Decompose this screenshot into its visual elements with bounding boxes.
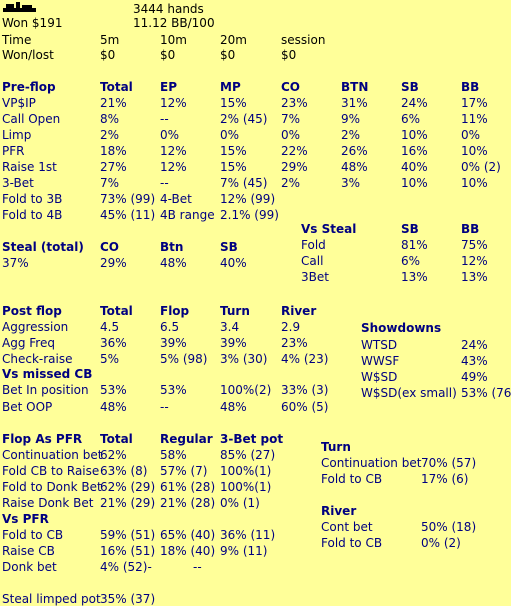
ship-logo-icon [3,2,36,12]
preflop-cell: -- [160,112,169,126]
won-amount: Won $191 [2,16,63,30]
postflop-cell: 39% [220,336,247,350]
preflop-cell: 0% [461,128,481,142]
four-bet-range-label: 4B range [160,208,215,222]
vs-steal-col-sb: SB [401,222,419,236]
postflop-cell: 5% (98) [160,352,208,366]
preflop-cell: 9% [341,112,361,126]
time-5m: 5m [100,33,120,47]
flop-pfr-cell: 62% (29) [100,480,156,494]
flop-pfr-row-label: Fold to Donk Bet [2,480,102,494]
turn-row-label: Fold to CB [321,472,383,486]
turn-value: 70% (57) [421,456,477,470]
vs-pfr-cell: 18% (40) [160,544,216,558]
preflop-cell: 12% [160,144,187,158]
four-bet-value: 12% (99) [220,192,276,206]
preflop-cell: 7% [100,176,120,190]
preflop-row-label: VP$IP [2,96,36,110]
postflop-col-flop: Flop [160,304,190,318]
preflop-cell: 15% [220,160,247,174]
showdown-row-label: WWSF [361,354,400,368]
preflop-cell: 12% [160,160,187,174]
preflop-cell: -- [160,176,169,190]
postflop-cell: 4.5 [100,320,120,334]
preflop-row-label: Raise 1st [2,160,57,174]
missed-cb-cell: 48% [100,400,127,414]
flop-pfr-header: Flop As PFR [2,432,83,446]
time-10m: 10m [160,33,187,47]
steal-btn-value: 48% [160,256,187,270]
postflop-col-total: Total [100,304,133,318]
missed-cb-row-label: Bet OOP [2,400,53,414]
vs-steal-cell: 13% [401,270,428,284]
turn-title: Turn [321,440,351,454]
vs-steal-row-label: Call [301,254,324,268]
preflop-cell: 0% [160,128,180,142]
steal-limped-label: Steal limped pot [2,592,101,606]
postflop-cell: 3.4 [220,320,240,334]
postflop-cell: 4% (23) [281,352,329,366]
missed-cb-cell: 100%(2) [220,383,272,397]
vs-steal-cell: 81% [401,238,428,252]
turn-value: 17% (6) [421,472,469,486]
flop-pfr-cell: 85% (27) [220,448,276,462]
preflop-row-label: PFR [2,144,25,158]
preflop-cell: 27% [100,160,127,174]
showdown-row-label: W$SD [361,370,398,384]
steal-co-value: 29% [100,256,127,270]
preflop-header: Pre-flop [2,80,56,94]
preflop-cell: 24% [401,96,428,110]
preflop-col-sb: SB [401,80,419,94]
hands-count: 3444 hands [133,2,204,16]
preflop-cell: 0% [220,128,240,142]
postflop-header: Post flop [2,304,62,318]
steal-col-sb: SB [220,240,238,254]
vs-steal-cell: 6% [401,254,421,268]
vs-pfr-cell: 65% (40) [160,528,216,542]
postflop-row-label: Aggression [2,320,69,334]
postflop-col-turn: Turn [220,304,250,318]
vs-pfr-row-label: Donk bet [2,560,57,574]
preflop-col-btn: BTN [341,80,369,94]
fold-to-3b-value: 73% (99) [100,192,156,206]
preflop-cell: 18% [100,144,127,158]
preflop-cell: 31% [341,96,368,110]
turn-row-label: Continuation bet [321,456,422,470]
preflop-cell: 3% [341,176,361,190]
flop-pfr-cell: 0% (1) [220,496,260,510]
preflop-row-label: Limp [2,128,32,142]
preflop-row-label: 3-Bet [2,176,34,190]
showdown-row-label: W$SD(ex small) [361,386,457,400]
steal-total-header: Steal (total) [2,240,84,254]
river-row-label: Cont bet [321,520,373,534]
four-bet-range-value: 2.1% (99) [220,208,279,222]
steal-limped-value: 35% (37) [100,592,156,606]
preflop-cell: 2% (45) [220,112,268,126]
postflop-cell: 2.9 [281,320,301,334]
preflop-col-mp: MP [220,80,241,94]
flop-pfr-cell: 21% (29) [100,496,156,510]
steal-total-value: 37% [2,256,29,270]
missed-cb-row-label: Bet In position [2,383,89,397]
river-value: 0% (2) [421,536,461,550]
vs-pfr-row-label: Fold to CB [2,528,64,542]
preflop-cell: 6% [401,112,421,126]
preflop-col-ep: EP [160,80,177,94]
flop-pfr-cell: 21% (28) [160,496,216,510]
preflop-cell: 15% [220,144,247,158]
vs-steal-cell: 12% [461,254,488,268]
fold-to-4b-value: 45% (11) [100,208,156,222]
vs-pfr-row-label: Raise CB [2,544,55,558]
vs-pfr-cell: 9% (11) [220,544,268,558]
preflop-cell: 17% [461,96,488,110]
preflop-cell: 10% [461,176,488,190]
preflop-cell: 12% [160,96,187,110]
vs-steal-row-label: 3Bet [301,270,329,284]
showdown-value: 43% [461,354,488,368]
wonlost-10m: $0 [160,48,176,62]
river-row-label: Fold to CB [321,536,383,550]
vs-steal-col-bb: BB [461,222,480,236]
vs-pfr-title: Vs PFR [2,512,49,526]
postflop-cell: 36% [100,336,127,350]
preflop-col-co: CO [281,80,301,94]
steal-sb-value: 40% [220,256,247,270]
postflop-cell: 6.5 [160,320,180,334]
bb-per-100: 11.12 BB/100 [133,16,215,30]
missed-cb-cell: 33% (3) [281,383,329,397]
postflop-cell: 5% [100,352,120,366]
flop-pfr-row-label: Continuation bet [2,448,103,462]
vs-pfr-cell: 59% (51) [100,528,156,542]
missed-cb-title: Vs missed CB [2,367,93,381]
flop-pfr-cell: 57% (7) [160,464,208,478]
wonlost-20m: $0 [220,48,236,62]
postflop-row-label: Check-raise [2,352,73,366]
time-label: Time [2,33,32,47]
wonlost-label: Won/lost [2,48,54,62]
river-value: 50% (18) [421,520,477,534]
flop-pfr-cell: 62% [100,448,127,462]
flop-pfr-cell: 100%(1) [220,464,272,478]
preflop-col-bb: BB [461,80,480,94]
four-bet-label: 4-Bet [160,192,192,206]
showdown-value: 53% (76 [461,386,511,400]
preflop-row-label: Call Open [2,112,61,126]
preflop-cell: 7% (45) [220,176,268,190]
missed-cb-cell: 53% [100,383,127,397]
vs-steal-cell: 75% [461,238,488,252]
postflop-col-river: River [281,304,317,318]
preflop-cell: 0% (2) [461,160,501,174]
flop-pfr-cell: 58% [160,448,187,462]
flop-pfr-col-total: Total [100,432,133,446]
flop-pfr-cell: 100%(1) [220,480,272,494]
flop-pfr-cell: 61% (28) [160,480,216,494]
preflop-cell: 15% [220,96,247,110]
flop-pfr-row-label: Fold CB to Raise [2,464,100,478]
preflop-cell: 40% [401,160,428,174]
vs-steal-header: Vs Steal [301,222,357,236]
preflop-cell: 2% [341,128,361,142]
vs-steal-cell: 13% [461,270,488,284]
preflop-cell: 26% [341,144,368,158]
preflop-cell: 10% [461,144,488,158]
postflop-row-label: Agg Freq [2,336,55,350]
preflop-cell: 16% [401,144,428,158]
preflop-cell: 11% [461,112,488,126]
missed-cb-cell: 60% (5) [281,400,329,414]
wonlost-5m: $0 [100,48,116,62]
showdown-value: 24% [461,338,488,352]
vs-pfr-cell: -- [193,560,202,574]
river-title: River [321,504,357,518]
postflop-cell: 3% (30) [220,352,268,366]
missed-cb-cell: -- [160,400,169,414]
showdowns-title: Showdowns [361,321,442,335]
steal-col-co: CO [100,240,120,254]
vs-pfr-cell: 36% (11) [220,528,276,542]
preflop-col-total: Total [100,80,133,94]
time-session: session [281,33,326,47]
flop-pfr-cell: 63% (8) [100,464,148,478]
preflop-cell: 0% [281,128,301,142]
postflop-cell: 23% [281,336,308,350]
vs-pfr-cell: 16% (51) [100,544,156,558]
showdown-value: 49% [461,370,488,384]
preflop-cell: 48% [341,160,368,174]
wonlost-session: $0 [281,48,297,62]
preflop-cell: 2% [100,128,120,142]
flop-pfr-col-3bet: 3-Bet pot [220,432,284,446]
preflop-cell: 23% [281,96,308,110]
missed-cb-cell: 53% [160,383,187,397]
flop-pfr-col-regular: Regular [160,432,213,446]
preflop-cell: 10% [401,176,428,190]
preflop-cell: 2% [281,176,301,190]
preflop-cell: 7% [281,112,301,126]
vs-steal-row-label: Fold [301,238,326,252]
preflop-cell: 21% [100,96,127,110]
preflop-cell: 29% [281,160,308,174]
fold-to-4b-label: Fold to 4B [2,208,63,222]
time-20m: 20m [220,33,247,47]
missed-cb-cell: 48% [220,400,247,414]
preflop-cell: 10% [401,128,428,142]
preflop-cell: 22% [281,144,308,158]
showdown-row-label: WTSD [361,338,398,352]
fold-to-3b-label: Fold to 3B [2,192,63,206]
vs-pfr-cell: 4% (52)- [100,560,152,574]
flop-pfr-row-label: Raise Donk Bet [2,496,94,510]
postflop-cell: 39% [160,336,187,350]
steal-col-btn: Btn [160,240,184,254]
preflop-cell: 8% [100,112,120,126]
